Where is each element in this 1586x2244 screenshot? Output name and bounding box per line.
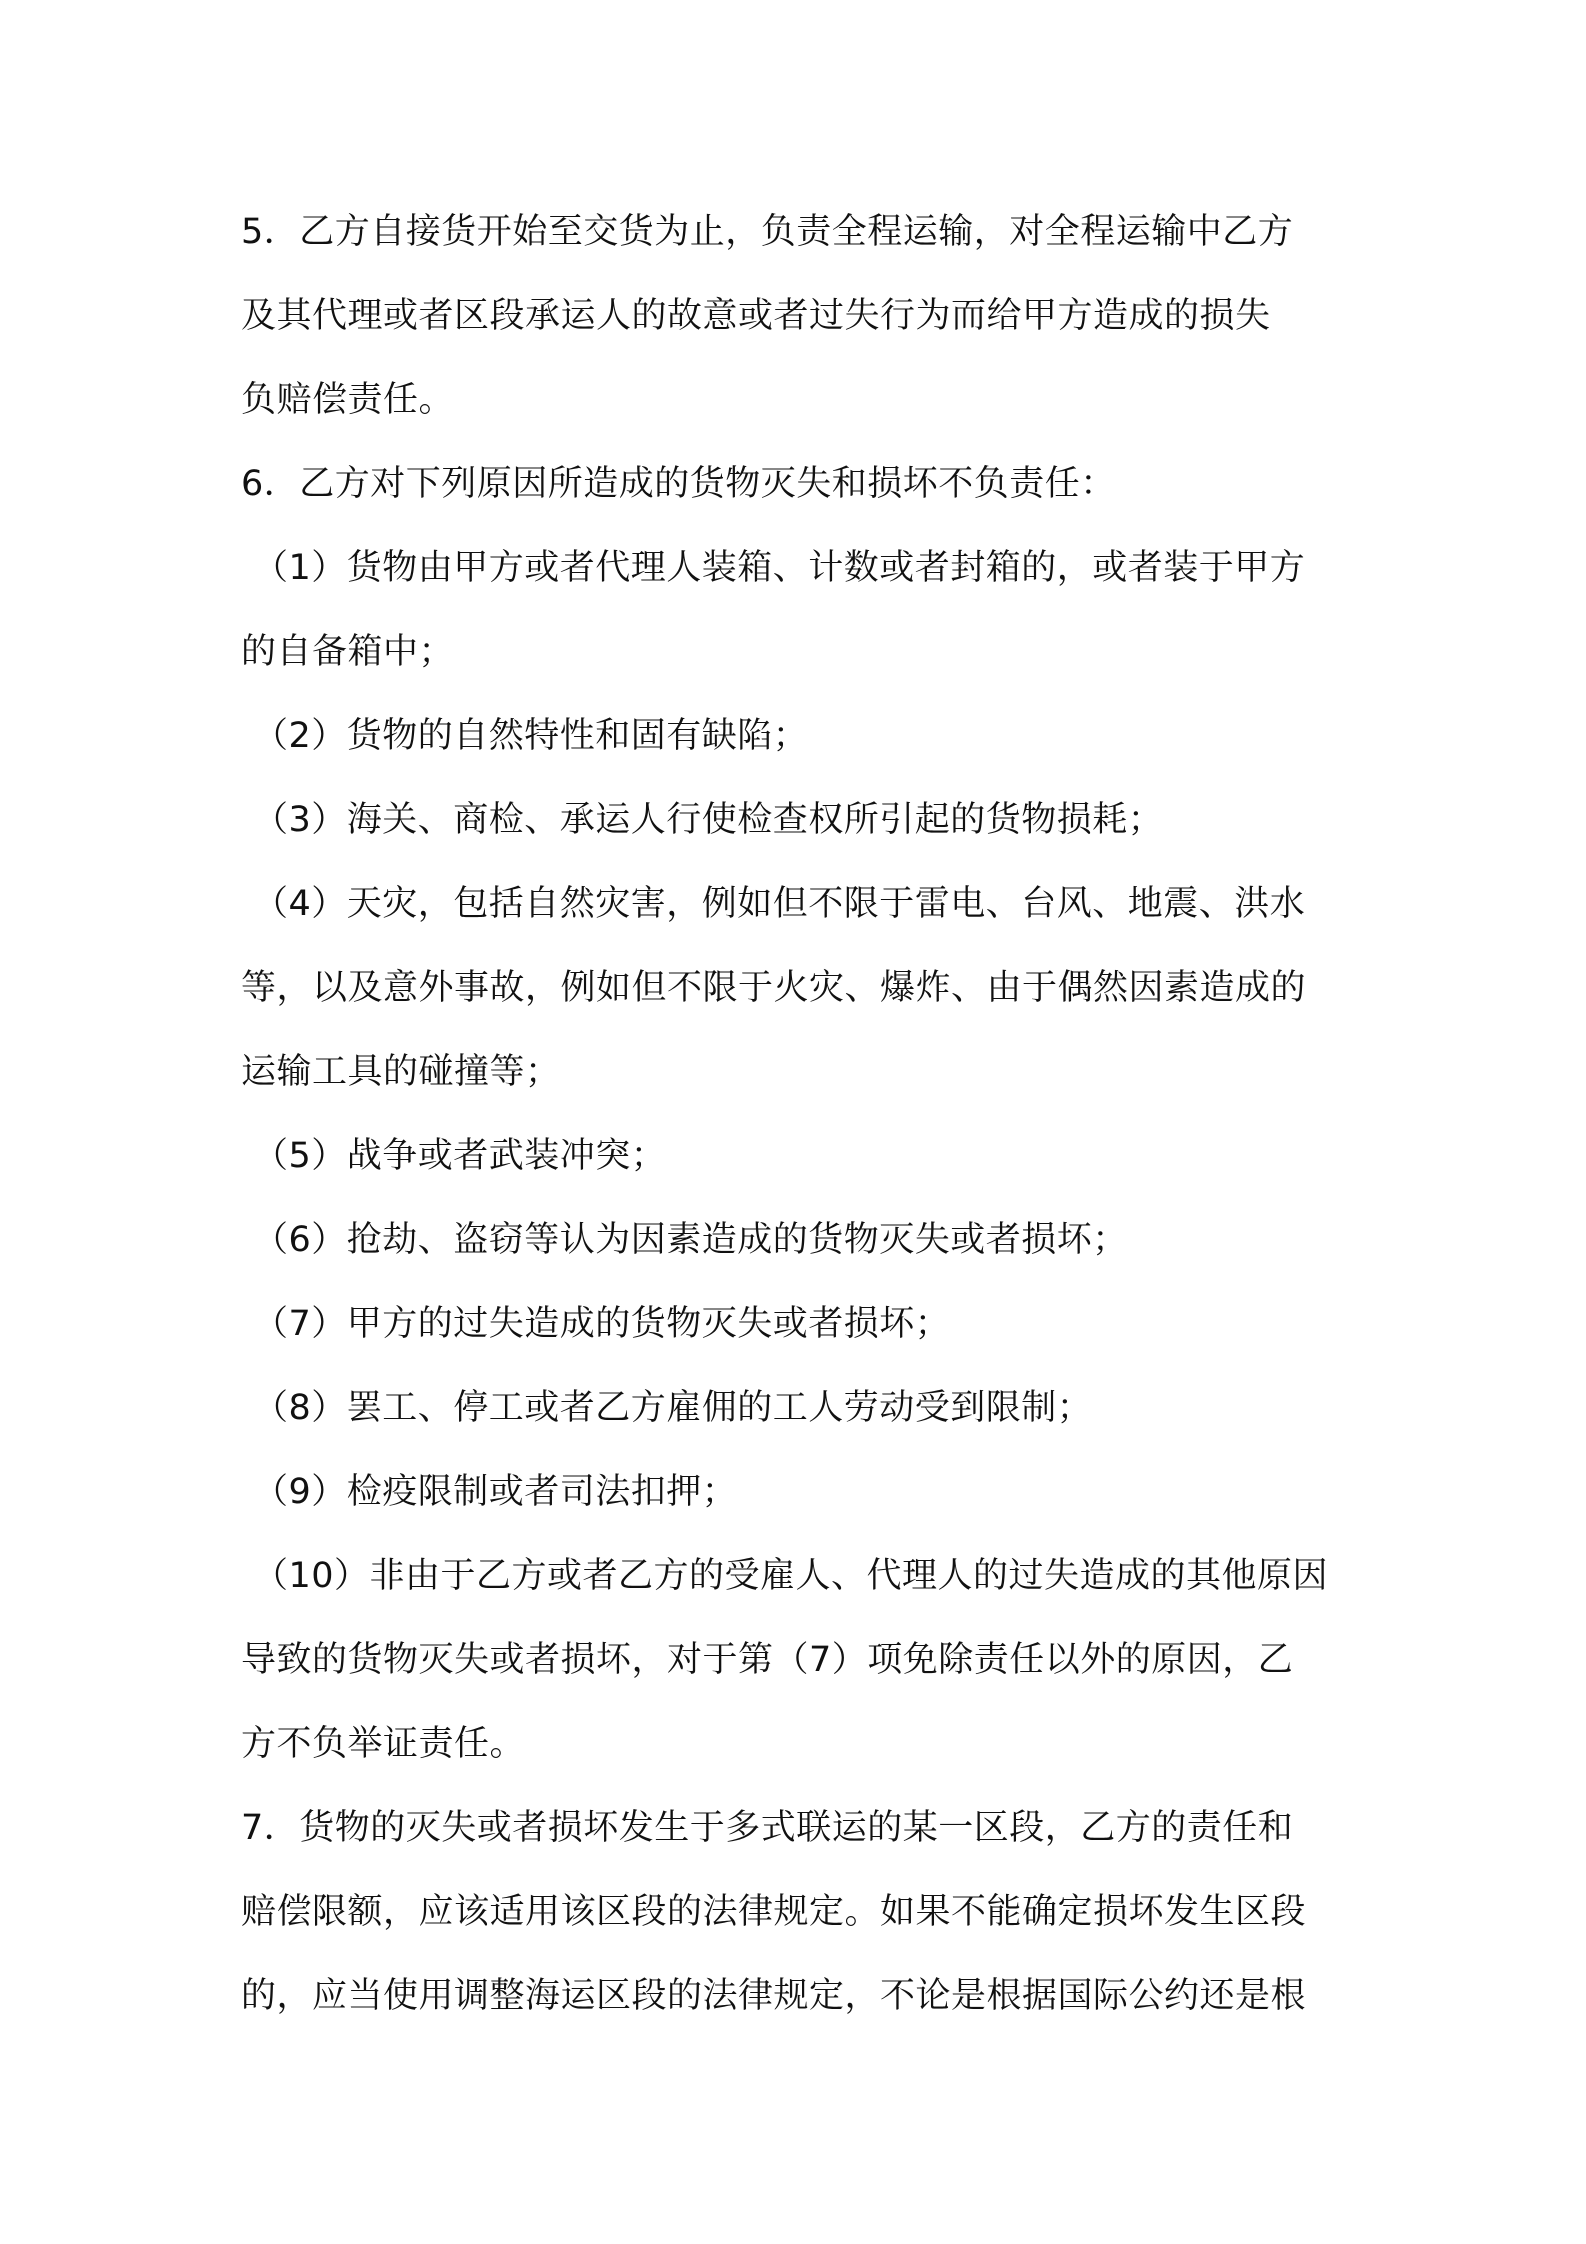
clause-6-item-10-line-2: 导致的货物灭失或者损坏，对于第（7）项免除责任以外的原因，乙 [241,1640,1294,1680]
clause-6-item-2: （2）货物的自然特性和固有缺陷； [253,716,809,756]
clause-5-line-1: 5．乙方自接货开始至交货为止，负责全程运输，对全程运输中乙方 [241,212,1294,252]
clause-6-item-10-line-1: （10）非由于乙方或者乙方的受雇人、代理人的过失造成的其他原因 [253,1556,1329,1596]
clause-6-item-1-line-1: （1）货物由甲方或者代理人装箱、计数或者封箱的，或者装于甲方 [253,548,1306,588]
clause-7-line-3: 的，应当使用调整海运区段的法律规定，不论是根据国际公约还是根 [241,1976,1307,2016]
clause-7-line-2: 赔偿限额，应该适用该区段的法律规定。如果不能确定损坏发生区段 [241,1892,1307,1932]
clause-6-item-9: （9）检疫限制或者司法扣押； [253,1472,738,1512]
clause-6-item-1-line-2: 的自备箱中； [241,632,455,672]
clause-6-item-5: （5）战争或者武装冲突； [253,1136,667,1176]
clause-6-item-3: （3）海关、商检、承运人行使检查权所引起的货物损耗； [253,800,1164,840]
clause-5-line-3: 负赔偿责任。 [241,380,455,420]
clause-6-heading: 6．乙方对下列原因所造成的货物灭失和损坏不负责任： [241,464,1116,504]
document-body [241,190,1361,2038]
clause-6-item-8: （8）罢工、停工或者乙方雇佣的工人劳动受到限制； [253,1388,1093,1428]
clause-6-item-4-line-3: 运输工具的碰撞等； [241,1052,561,1092]
clause-7-line-1: 7．货物的灭失或者损坏发生于多式联运的某一区段，乙方的责任和 [241,1808,1294,1848]
clause-6-item-4-line-1: （4）天灾，包括自然灾害，例如但不限于雷电、台风、地震、洪水 [253,884,1306,924]
clause-6-item-6: （6）抢劫、盗窃等认为因素造成的货物灭失或者损坏； [253,1220,1128,1260]
clause-6-item-7: （7）甲方的过失造成的货物灭失或者损坏； [253,1304,951,1344]
clause-5-line-2: 及其代理或者区段承运人的故意或者过失行为而给甲方造成的损失 [241,296,1271,336]
clause-6-item-4-line-2: 等，以及意外事故，例如但不限于火灾、爆炸、由于偶然因素造成的 [241,968,1307,1008]
clause-6-item-10-line-3: 方不负举证责任。 [241,1724,526,1764]
